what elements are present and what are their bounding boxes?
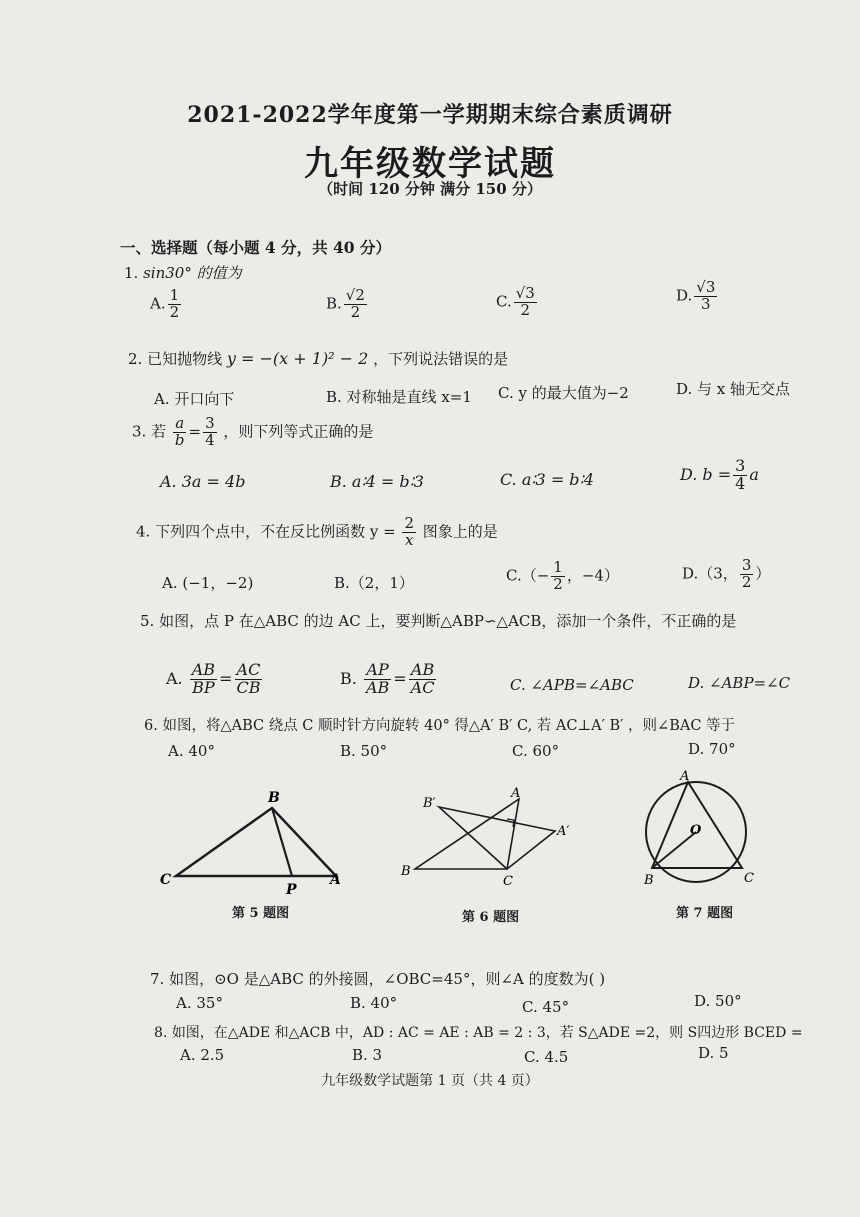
q2-option-c[interactable]: C. y 的最大值为−2: [498, 384, 629, 402]
q8-option-c[interactable]: C. 4.5: [524, 1048, 569, 1066]
label-a: A: [680, 769, 690, 784]
question-2: 2. 已知抛物线 y = −(x + 1)² − 2 ，下列说法错误的是: [128, 349, 509, 368]
q5-option-a[interactable]: A. $\frac{AB}{BP}$ = $\frac{AC}{CB}$: [166, 660, 261, 697]
q1-option-b[interactable]: B. $\frac{√2}{2}$: [326, 286, 365, 321]
q1-option-a[interactable]: A. $\frac{1}{2}$: [150, 286, 180, 321]
question-1: [124, 262, 242, 283]
label-a: A: [330, 872, 341, 888]
question-3: 3. 若 $\frac{a}{b}$ = $\frac{3}{4}$ ，则下列等式正确的是: [132, 414, 374, 449]
q7-option-c[interactable]: C. 45°: [522, 998, 570, 1016]
q4-option-c[interactable]: C.（− $\frac{1}{2}$ ，−4）: [506, 558, 619, 593]
exam-term-title: 2021-2022学年度第一学期期末综合素质调研: [187, 102, 673, 128]
q2-option-d[interactable]: D. 与 x 轴无交点: [676, 380, 791, 398]
q3-option-a[interactable]: A. 3a = 4b: [160, 472, 246, 491]
figure-7-caption: 第 7 题图: [676, 906, 734, 921]
q8-option-b[interactable]: B. 3: [352, 1046, 383, 1064]
label-b: B: [644, 873, 654, 888]
question-number: 8.: [154, 1025, 168, 1041]
label-b-prime: B′: [423, 796, 436, 811]
q5-option-d[interactable]: D. ∠ABP=∠C: [688, 674, 791, 692]
q6-option-a[interactable]: A. 40°: [168, 742, 215, 760]
question-number: 2.: [128, 350, 143, 368]
triangle-a1b1c: [439, 807, 555, 869]
q6-option-d[interactable]: D. 70°: [688, 740, 736, 758]
section-heading: 一、选择题（每小题 4 分，共 40 分）: [120, 238, 391, 257]
question-number: 6.: [144, 718, 158, 734]
label-b: B: [268, 790, 280, 806]
q8-option-a[interactable]: A. 2.5: [180, 1046, 225, 1064]
exam-time-score: （时间 120 分钟 满分 150 分）: [318, 180, 542, 198]
q7-option-a[interactable]: A. 35°: [176, 994, 223, 1012]
page-footer: 九年级数学试题第 1 页（共 4 页）: [321, 1073, 539, 1089]
q1-option-c[interactable]: C. $\frac{√3}{2}$: [496, 284, 535, 319]
q6-option-c[interactable]: C. 60°: [512, 742, 560, 760]
q5-option-b[interactable]: B. $\frac{AP}{AB}$ = $\frac{AB}{AC}$: [340, 660, 435, 697]
figure-6-caption: 第 6 题图: [462, 910, 520, 925]
q4-option-a[interactable]: A. (−1，−2): [162, 574, 254, 592]
q8-option-d[interactable]: D. 5: [698, 1044, 729, 1062]
question-6: 6. 如图，将△ABC 绕点 C 顺时针方向旋转 40° 得△A′ B′ C, 若 AC⊥A′ B′ ，则∠BAC 等于: [144, 718, 736, 734]
q7-option-b[interactable]: B. 40°: [350, 994, 398, 1012]
question-7: 7. 如图，⊙O 是△ABC 的外接圆，∠OBC=45°，则∠A 的度数为( ): [150, 970, 606, 988]
label-a-prime: A′: [557, 824, 570, 839]
figure-5: [150, 780, 370, 920]
question-number: 5.: [140, 612, 155, 630]
label-b: B: [401, 864, 411, 879]
q3-option-b[interactable]: B. a∶4 = b∶3: [330, 472, 424, 491]
q5-option-c[interactable]: C. ∠APB=∠ABC: [510, 676, 634, 694]
exam-title: 九年级数学试题: [304, 144, 556, 184]
q4-option-b[interactable]: B.（2，1）: [334, 574, 414, 592]
label-o: O: [690, 823, 702, 838]
q3-option-d[interactable]: D. b = $\frac{3}{4}$ a: [680, 456, 759, 493]
question-number: 1.: [124, 264, 139, 282]
q1-option-d[interactable]: D. $\frac{√3}{3}$: [676, 278, 716, 313]
question-8: 8. 如图，在△ADE 和△ACB 中，AD : AC = AE : AB = 2 : 3，若 S△ADE =2，则 S四边形 BCED =: [154, 1025, 803, 1041]
label-p: P: [286, 882, 297, 898]
triangle-abc: [176, 808, 336, 876]
q2-option-a[interactable]: A. 开口向下: [154, 390, 235, 408]
label-c: C: [503, 874, 513, 889]
label-c: C: [744, 871, 754, 886]
label-a: A: [511, 786, 521, 801]
question-5: 5. 如图，点 P 在△ABC 的边 AC 上，要判断△ABP∽△ACB，添加一个条件，不正确的是: [140, 612, 737, 630]
figure-7: [636, 768, 766, 893]
question-number: 7.: [150, 970, 165, 988]
question-number: 4.: [136, 522, 151, 541]
q7-option-d[interactable]: D. 50°: [694, 992, 742, 1010]
parabola-formula: y = −(x + 1)² − 2: [226, 349, 369, 368]
q3-option-c[interactable]: C. a∶3 = b∶4: [500, 470, 594, 489]
q6-option-b[interactable]: B. 50°: [340, 742, 388, 760]
label-c: C: [160, 872, 172, 888]
question-number: 3.: [132, 422, 147, 441]
figure-6: [395, 785, 585, 895]
figure-5-caption: 第 5 题图: [232, 906, 290, 921]
question-4: 4. 下列四个点中，不在反比例函数 y = $\frac{2}{x}$ 图象上的是: [136, 514, 498, 549]
q2-option-b[interactable]: B. 对称轴是直线 x=1: [326, 388, 472, 406]
q4-option-d[interactable]: D.（3， $\frac{3}{2}$ ）: [682, 556, 771, 591]
question-text: sin30° 的值为: [143, 264, 242, 282]
